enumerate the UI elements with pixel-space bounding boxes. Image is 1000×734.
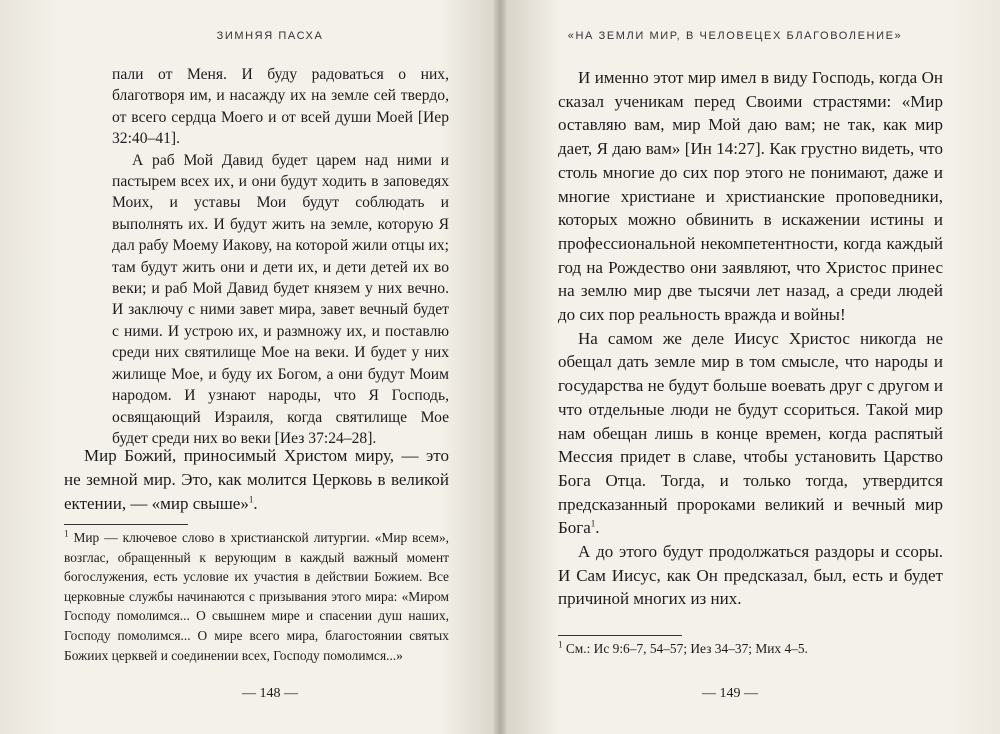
right-paragraph-3: А до этого будут продолжаться раздоры и ссоры. И Сам Иисус, как Он предсказал, был, есть и будет причиной многих из них. xyxy=(558,542,943,609)
book-gutter xyxy=(494,0,506,734)
running-head-right: «НА ЗЕМЛИ МИР, В ЧЕЛОВЕЦЕХ БЛАГОВОЛЕНИЕ» xyxy=(567,30,903,42)
right-paragraph-1: И именно этот мир имел в виду Господь, когда Он сказал ученикам перед Своими страстями: «Мир оставляю вам, мир Мой даю вам; не так, как мир дает, Я даю вам» [Ин 14:27]. Как грустно видеть, что столь многие до сих пор этого не понимают, даже и многие христиане и христианские проповедники, которых можно обвинить в искажении истины и профессиональной некомпетентности, когда каждый год на Рождество они заявляют, что Христос принес на землю мир две тысячи лет назад, а среди людей до сих пор реальность вражда и войны! xyxy=(558,68,943,325)
left-main-text xyxy=(64,444,449,516)
quote-paragraph-2: А раб Мой Давид будет царем над ними и пастырем всех их, и они будут ходить в заповедях Моих, и уставы Мои будут соблюдать и выполнять их. И будут жить на земле, которую Я дал рабу Моему Иакову, на которой жили отцы их; там будут жить они и дети их, и дети детей их во веки; и раб Мой Давид будет князем у них вечно. И заключу с ними завет мира, завет вечный будет с ними. И устрою их, и размножу их, и поставлю среди них святилище Мое на веки. И будет у них жилище Мое, и буду их Богом, а они будут Моим народом. И узнают народы, что Я Господь, освящающий Израиля, когда святилище Мое будет среди них во веки [Иез 37:24–28]. xyxy=(112,151,449,447)
right-paragraph-2-text: На самом же деле Иисус Христос никогда не обещал дать земле мир в том смысле, что народы и государства не будут больше воевать друг с другом и что отдельные люди не будут ссориться. Такой мир нам обещан лишь в конце времен, когда распятый Мессия придет в славе, чтобы установить Царство Бога Отца. Тогда, и только тогда, утвердится предсказанный пророками великий и вечный мир Бога xyxy=(558,328,943,538)
footnote-marker: 1 xyxy=(558,639,563,650)
footnote-marker: 1 xyxy=(64,528,69,539)
footnote-reference[interactable]: 1 xyxy=(590,518,596,529)
right-page xyxy=(500,0,1000,734)
footnote-rule-left xyxy=(64,524,188,525)
scripture-quote xyxy=(112,64,449,449)
footnote-right xyxy=(558,639,943,659)
footnote-reference[interactable]: 1 xyxy=(248,494,254,505)
footnote-right-text: См.: Ис 9:6–7, 54–57; Иез 34–37; Мих 4–5. xyxy=(565,641,808,656)
footnote-rule-right xyxy=(558,635,682,636)
running-head-left: ЗИМНЯЯ ПАСХА xyxy=(216,30,324,42)
main-paragraph-text: Мир Божий, приносимый Христом миру, — это не земной мир. Это, как молится Церковь в великой ектении, — «мир свыше» xyxy=(64,446,449,513)
main-paragraph: Мир Божий, приносимый Христом миру, — это не земной мир. Это, как молится Церковь в великой ектении, — «мир свыше»$^1$. xyxy=(64,446,449,513)
page-number-right: — 149 — xyxy=(702,686,758,701)
footnote-right-body xyxy=(558,639,943,659)
right-main-text xyxy=(558,66,943,611)
page-number-left: — 148 — xyxy=(242,686,298,701)
footnote-left-body xyxy=(64,528,449,665)
right-paragraph-2: На самом же деле Иисус Христос никогда не обещал дать земле мир в том смысле, что народы и государства не будут больше воевать друг с другом и что отдельные люди не будут ссориться. Такой мир нам обещан лишь в конце времен, когда распятый Мессия придет в славе, чтобы установить Царство Бога Отца. Тогда, и только тогда, утвердится предсказанный пророками великий и вечный мир Бога$^1$. xyxy=(558,328,943,538)
footnote-left-text: Мир — ключевое слово в христианской литургии. «Мир всем», возглас, обращенный к верующим в каждый важный момент богослужения, есть условие их участия в действии Божием. Все церковные службы начинаются с призывания этого мира: «Миром Господу помолимся... О свышнем мире и спасении душ наших, Господу помолимся... О мире всего мира, благостоянии святых Божиих церквей и соединении всех, Господу помолимся...» xyxy=(64,530,449,663)
footnote-left xyxy=(64,528,449,665)
quote-paragraph-1: пали от Меня. И буду радоваться о них, благотворя им, и насажду их на земле сей твердо, от всего сердца Моего и от всей души Моей [Иер 32:40–41]. xyxy=(112,66,449,148)
